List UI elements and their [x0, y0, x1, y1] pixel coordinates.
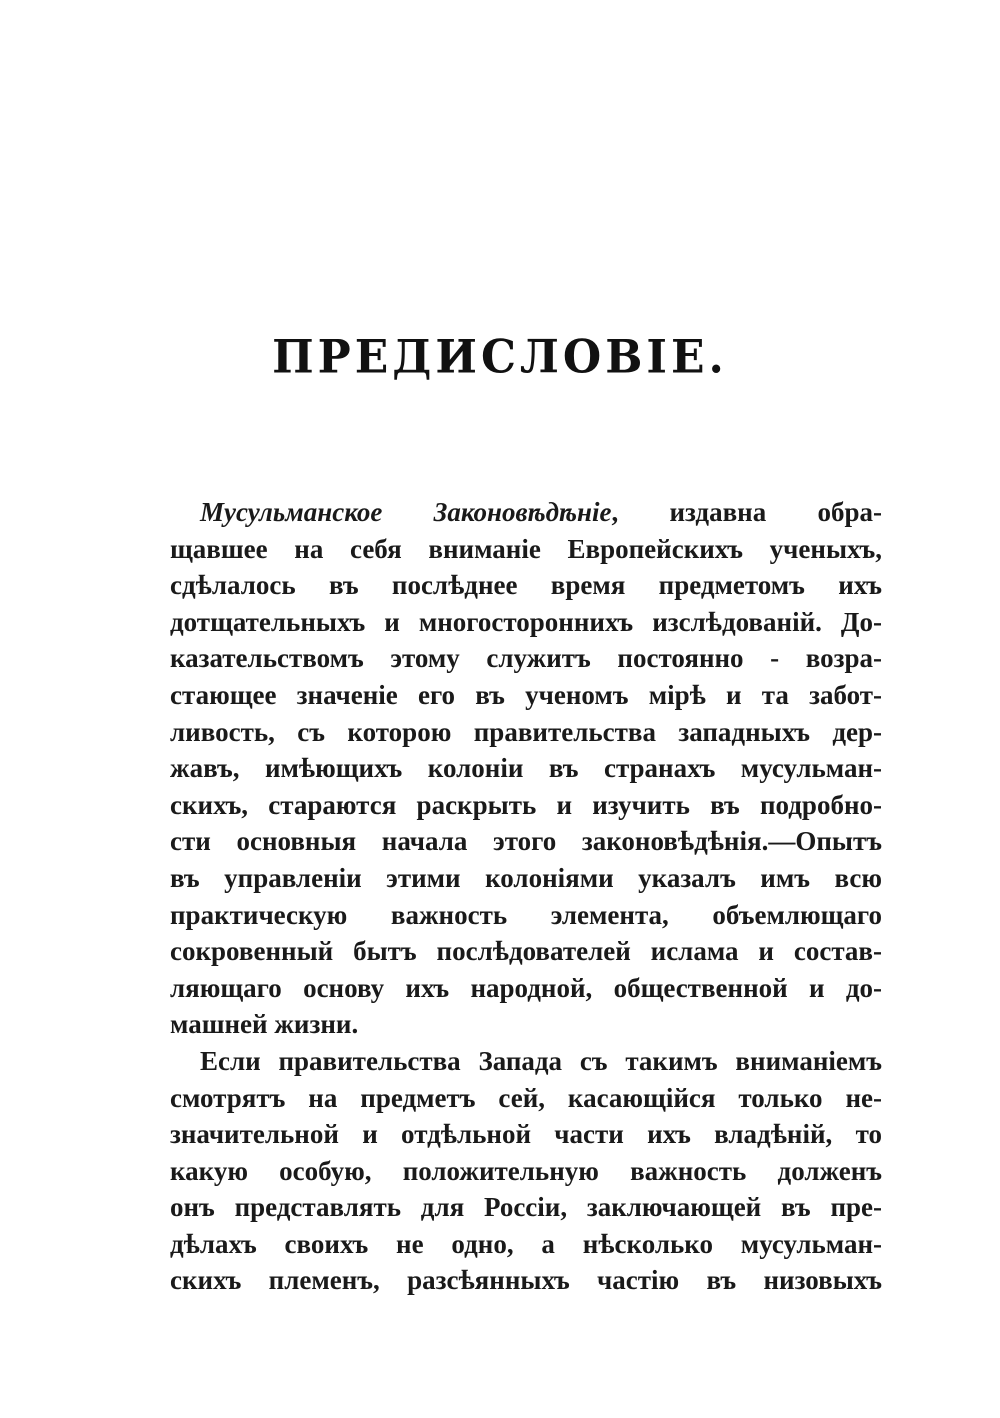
text-line: стающее значеніе его въ ученомъ мірѣ и та забот-: [170, 679, 882, 710]
text-line: [170, 494, 882, 531]
text-line: практическую важность элемента, объемлющаго: [170, 899, 882, 930]
page-title: ПРЕДИСЛОВІЕ.: [272, 330, 728, 385]
paragraph-1: [170, 494, 882, 1043]
text-line: ляющаго основу ихъ народной, общественной и до-: [170, 972, 882, 1003]
text-line: ливость, съ которою правительства западныхъ дер-: [170, 716, 882, 747]
text-line: онъ представлять для Россіи, заключающей въ пре-: [170, 1192, 882, 1223]
text-line: Если правительства Запада съ такимъ вниманіемъ: [200, 1045, 882, 1076]
text-line: какую особую, положительную важность долженъ: [170, 1155, 882, 1186]
text-line: смотрятъ на предметъ сей, касающійся только не-: [170, 1082, 882, 1113]
text-line: скихъ племенъ, разсѣянныхъ частію въ низовыхъ: [170, 1265, 882, 1296]
text-line: сдѣлалось въ послѣднее время предметомъ ихъ: [170, 570, 882, 601]
text-line: въ управленіи этими колоніями указалъ имъ всю: [170, 862, 882, 893]
text-line: дѣлахъ своихъ не одно, а нѣсколько мусульман-: [170, 1228, 882, 1259]
text-line: казательствомъ этому служитъ постоянно - возра-: [170, 643, 882, 674]
text-line: сти основныя начала этого законовѣдѣнія.—Опытъ: [170, 826, 882, 857]
line-text: , издавна обра-: [611, 497, 882, 527]
text-line: щавшее на себя вниманіе Европейскихъ ученыхъ,: [170, 533, 882, 564]
text-line: скихъ, стараются раскрыть и изучить въ подробно-: [170, 789, 882, 820]
text-line: сокровенный бытъ послѣдователей ислама и состав-: [170, 936, 882, 967]
body-text: [170, 494, 882, 1299]
text-line: значительной и отдѣльной части ихъ владѣній, то: [170, 1119, 882, 1150]
text-line: машней жизни.: [170, 1009, 359, 1040]
paragraph-2: [170, 1043, 882, 1299]
italic-term: Мусульманское Законовѣдѣніе: [200, 497, 612, 527]
text-line: дотщательныхъ и многостороннихъ изслѣдованій. До-: [170, 606, 882, 637]
text-line: жавъ, имѣющихъ колоніи въ странахъ мусульман-: [170, 753, 882, 784]
